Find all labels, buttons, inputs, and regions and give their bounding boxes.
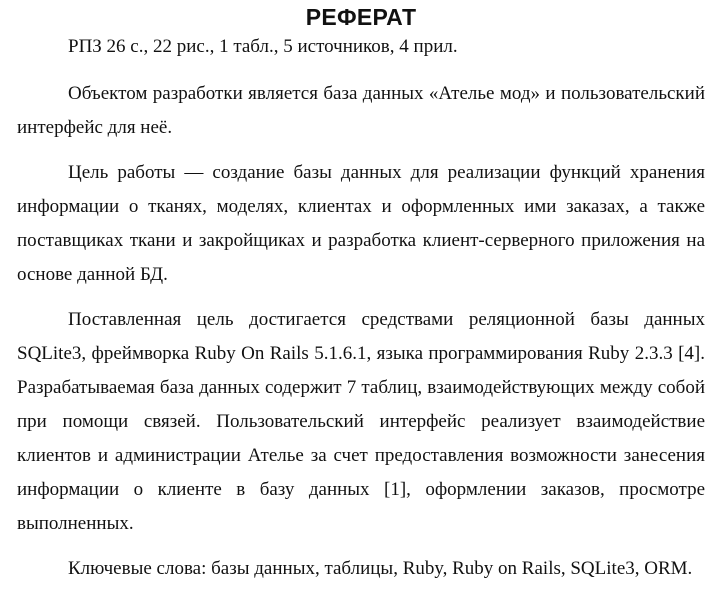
paragraph-goal: Цель работы — создание базы данных для реализации функций хранения информации о тканях, моделях, клиентах и оформленных ими заказах, а также поставщиках ткани и закройщиках и разработка клиент-серверного приложения на основе данной БД.: [17, 162, 705, 285]
document-page: [17, 4, 705, 597]
document-summary-line: РПЗ 26 с., 22 рис., 1 табл., 5 источников, 4 прил.: [68, 36, 458, 57]
paragraph-keywords: Ключевые слова: базы данных, таблицы, Ruby, Ruby on Rails, SQLite3, ORM.: [68, 558, 693, 579]
document-title: РЕФЕРАТ: [305, 4, 417, 30]
paragraph-object: Объектом разработки является база данных «Ателье мод» и пользовательский интерфейс для неё.: [17, 83, 705, 138]
paragraph-means: Поставленная цель достигается средствами реляционной базы данных SQLite3, фреймворка Ruby On Rails 5.1.6.1, языка программирования Ruby 2.3.3 [4]. Разрабатываемая база данных содержит 7 таблиц, взаимодействующих между собой при помощи связей. Пользовательский интерфейс реализует взаимодействие клиентов и администрации Ателье за счет предоставления возможности занесения информации о клиенте в базу данных [1], оформлении заказов, просмотре выполненных.: [17, 309, 705, 534]
